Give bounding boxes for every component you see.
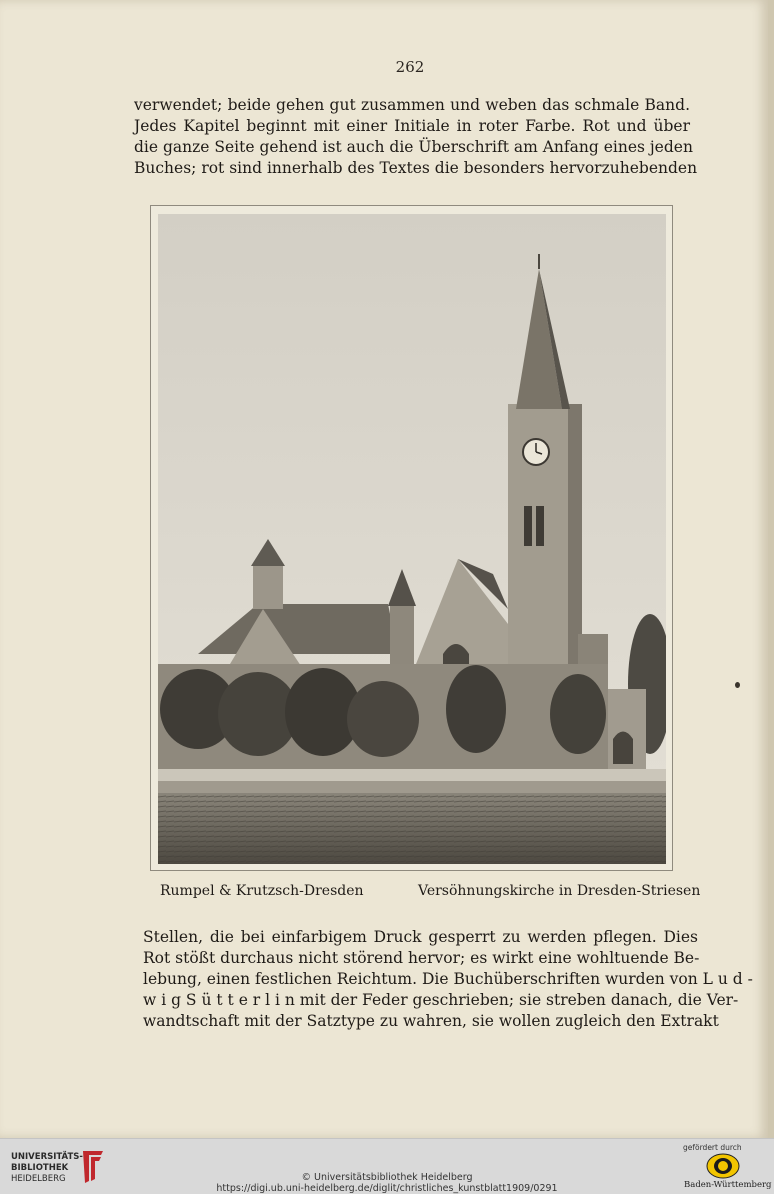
- text-line: lebung, einen festlichen Reichtum. Die Buchüberschriften wurden von L u d -: [143, 970, 753, 988]
- text-line: die ganze Seite gehend ist auch die Überschrift am Anfang eines jeden: [134, 138, 693, 156]
- text-line: Stellen, die bei einfarbigem Druck gesperrt zu werden pflegen. Dies: [143, 928, 698, 946]
- paragraph-top: [134, 95, 698, 179]
- text-line: w i g S ü t t e r l i n mit der Feder geschrieben; sie streben danach, die Ver-: [143, 991, 739, 1009]
- paper-speck: [735, 682, 740, 688]
- page-number: 262: [395, 58, 425, 76]
- photo-title-caption: Versöhnungskirche in Dresden-Striesen: [418, 883, 701, 899]
- footer-bar: [0, 1138, 774, 1194]
- permalink-url[interactable]: https://digi.ub.uni-heidelberg.de/diglit/christliches_kunstblatt1909/0291: [216, 1183, 558, 1194]
- funded-by-label: gefördert durch: [683, 1143, 742, 1152]
- text-line: verwendet; beide gehen gut zusammen und weben das schmale Band.: [134, 96, 690, 114]
- copyright-notice: © Universitätsbibliothek Heidelberg: [301, 1172, 473, 1183]
- paragraph-bottom: [143, 927, 753, 1032]
- text-line: wandtschaft mit der Satztype zu wahren, sie wollen zugleich den Extrakt: [143, 1012, 719, 1030]
- church-photo-image: [158, 214, 666, 864]
- text-line: Rot stößt durchaus nicht störend hervor; es wirkt eine wohltuende Be-: [143, 949, 700, 967]
- page-edge: [768, 0, 774, 1138]
- photo-credit-caption: Rumpel & Krutzsch-Dresden: [160, 883, 364, 899]
- baden-wuerttemberg-emblem-icon: [706, 1153, 740, 1179]
- library-name-line2: BIBLIOTHEK: [11, 1163, 69, 1173]
- library-name-line1: UNIVERSITÄTS-: [11, 1152, 83, 1162]
- text-line: Jedes Kapitel beginnt mit einer Initiale in roter Farbe. Rot und über: [134, 117, 690, 135]
- library-name-line3: HEIDELBERG: [11, 1174, 66, 1184]
- text-line: Buches; rot sind innerhalb des Textes die besonders hervorzuhebenden: [134, 159, 698, 177]
- church-photograph: [150, 205, 673, 871]
- funder-name: Baden-Württemberg: [684, 1180, 772, 1190]
